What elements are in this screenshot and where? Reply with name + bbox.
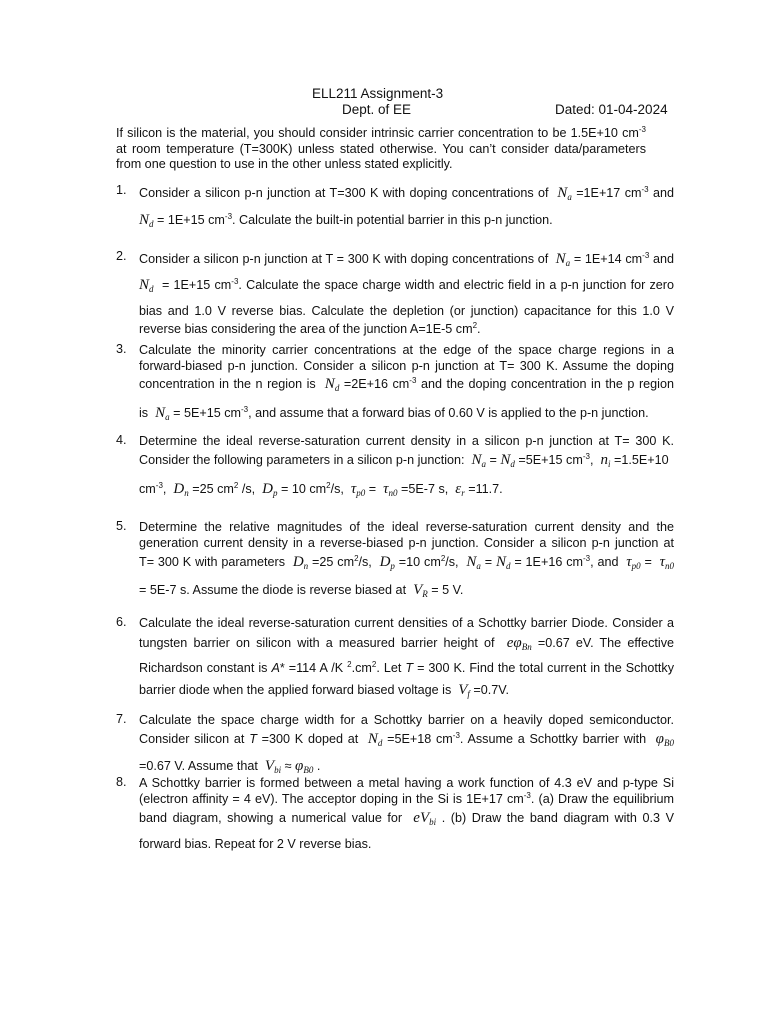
question-2	[116, 249, 675, 337]
question-7	[116, 712, 675, 782]
question-text: Determine the relative magnitudes of the ideal reverse-saturation current density and the generation current density in a reverse-biased p-n junction. Consider a silicon p-n junction at T= 300 K with parameters $D_n =25$ $cm^2/s$, $D_p =10$ $cm^2/s$, $N_a = N_d = 1E+16$ $cm^{-3}$, and $\tau_{p0} = \tau_{n0}$ = 5E-7 s. Assume the diode is reverse biased at $V_R = 5$ V.	[139, 520, 674, 599]
question-3	[116, 342, 675, 432]
question-4	[116, 433, 675, 508]
question-text: Consider a silicon p-n junction at T=300 K with doping concentrations of $N_a =1E+17$ $cm^{-3}$ and $N_d = 1E+15$ $cm^{-3}$. Calculate the built-in potential barrier in this p-n junction.	[139, 185, 674, 229]
question-text: Calculate the minority carrier concentrations at the edge of the space charge regions in a forward-biased p-n junction. Consider a silicon p-n junction at T= 300 K. Assume the doping concentration in the n region is $N_d =2E+16$ $cm^{-3}$ and the doping concentration in the p region is $N_a = 5E+15$ $cm^{-3}$, and assume that a forward bias of 0.60 V is applied to the p-n junction.	[139, 343, 674, 422]
question-6	[116, 615, 675, 706]
question-number: 1.	[116, 183, 127, 197]
question-text: Calculate the ideal reverse-saturation current densities of a Schottky barrier Diode. Consider a tungsten barrier on silicon with a measured barrier height of $e\varphi_{Bn} =0.67$ eV. The effective Richardson constant is A* =114 A /K $^2.cm^2$. Let T = 300 K. Find the total current in the Schottky barrier diode when the applied forward biased voltage is $V_f =0.7V$.	[139, 616, 675, 699]
question-text: A Schottky barrier is formed between a metal having a work function of 4.3 eV and p-type Si (electron affinity = 4 eV). The acceptor doping in the Si is 1E+17 $cm^{-3}$. (a) Draw the equilibrium band diagram, showing a numerical value for $eV_{bi}$ . (b) Draw the band diagram with 0.3 V forward bias. Repeat for 2 V reverse bias.	[139, 776, 674, 851]
question-number: 4.	[116, 433, 127, 447]
question-text: Consider a silicon p-n junction at T = 300 K with doping concentrations of $N_a = 1E+14$ $cm^{-3}$ and $N_d = 1E+15$ $cm^{-3}$. Calculate the space charge width and electric field in a p-n junction for zero bias and 1.0 V reverse bias. Calculate the depletion (or junction) capacitance for this 1.0 V reverse bias considering the area of the junction A=1E-5 $cm^2$.	[139, 251, 675, 336]
date-label: Dated: 01-04-2024	[555, 102, 668, 117]
question-text: Calculate the space charge width for a Schottky barrier on a heavily doped semiconductor. Consider silicon at T =300 K doped at $N_d =5E+18$ $cm^{-3}$. Assume a Schottky barrier with $\varphi_{B0}$ =0.67 V. Assume that $V_{bi} \approx \varphi_{B0}$ .	[139, 713, 674, 775]
question-number: 8.	[116, 775, 127, 789]
question-5	[116, 519, 675, 607]
department-label: Dept. of EE	[342, 102, 412, 117]
intro-paragraph: If silicon is the material, you should consider intrinsic carrier concentration to be 1.5E+10 $cm^{-3}$ at room temperature (T=300K) unless stated otherwise. You can’t consider data/parameters from one question to use in the other unless stated explicitly.	[116, 125, 646, 171]
question-text: Determine the ideal reverse-saturation current density in a silicon p-n junction at T= 300 K. Consider the following parameters in a silicon p-n junction: $N_a = N_d =5E+15$ $cm^{-3}$, $n_i =1.5E+10$ $cm^{-3}$, $D_n =25$ $cm^2$ /s, $D_p = 10$ $cm^2/s$, $\tau_{p0} = \tau_{n0} =5E-7$ s, $\varepsilon_r =11.7$.	[139, 434, 674, 498]
question-number: 5.	[116, 519, 127, 533]
question-number: 3.	[116, 342, 127, 356]
question-1	[116, 183, 675, 237]
assignment-title: ELL211 Assignment-3	[312, 86, 444, 101]
question-8	[116, 775, 675, 855]
question-number: 2.	[116, 249, 127, 263]
question-number: 6.	[116, 615, 127, 629]
question-number: 7.	[116, 712, 127, 726]
